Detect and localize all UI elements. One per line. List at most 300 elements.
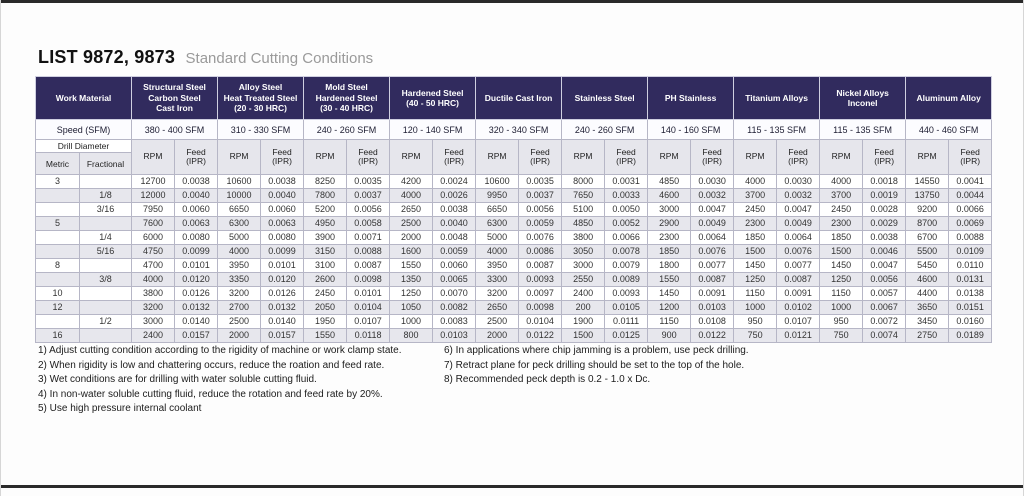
rpm-value: 1000 [734, 301, 777, 315]
feed-value: 0.0121 [777, 329, 820, 343]
metric-cell: 12 [36, 301, 80, 315]
rpm-value: 7950 [132, 203, 175, 217]
feed-header: Feed (IPR) [347, 140, 390, 175]
rpm-value: 3100 [304, 259, 347, 273]
feed-value: 0.0077 [691, 259, 734, 273]
metric-cell: 5 [36, 217, 80, 231]
speed-value: 240 - 260 SFM [304, 120, 390, 140]
rpm-value: 1250 [734, 273, 777, 287]
rpm-value: 4950 [304, 217, 347, 231]
rpm-value: 3900 [304, 231, 347, 245]
rpm-value: 1450 [820, 259, 863, 273]
rpm-value: 7600 [132, 217, 175, 231]
rpm-value: 3200 [132, 301, 175, 315]
fractional-cell [80, 259, 132, 273]
speed-value: 140 - 160 SFM [648, 120, 734, 140]
speed-value: 240 - 260 SFM [562, 120, 648, 140]
feed-value: 0.0091 [777, 287, 820, 301]
feed-value: 0.0080 [175, 231, 218, 245]
metric-cell [36, 315, 80, 329]
feed-value: 0.0064 [777, 231, 820, 245]
rpm-value: 4700 [132, 259, 175, 273]
rpm-value: 3300 [476, 273, 519, 287]
feed-value: 0.0041 [949, 175, 992, 189]
feed-value: 0.0038 [863, 231, 906, 245]
feed-value: 0.0110 [949, 259, 992, 273]
speed-value: 115 - 135 SFM [820, 120, 906, 140]
feed-value: 0.0066 [605, 231, 648, 245]
feed-value: 0.0109 [949, 245, 992, 259]
speed-value: 380 - 400 SFM [132, 120, 218, 140]
feed-value: 0.0107 [777, 315, 820, 329]
feed-value: 0.0076 [777, 245, 820, 259]
feed-value: 0.0048 [433, 231, 476, 245]
feed-value: 0.0032 [777, 189, 820, 203]
feed-value: 0.0052 [605, 217, 648, 231]
footnotes-left [38, 344, 402, 417]
rpm-value: 1000 [820, 301, 863, 315]
feed-value: 0.0063 [261, 217, 304, 231]
rpm-value: 6650 [218, 203, 261, 217]
feed-value: 0.0037 [347, 189, 390, 203]
rpm-value: 2000 [476, 329, 519, 343]
metric-header: Metric [36, 153, 80, 175]
rpm-value: 2500 [390, 217, 433, 231]
feed-value: 0.0065 [433, 273, 476, 287]
rpm-value: 3950 [476, 259, 519, 273]
feed-header: Feed (IPR) [777, 140, 820, 175]
rpm-value: 1500 [734, 245, 777, 259]
rpm-value: 3450 [906, 315, 949, 329]
feed-value: 0.0083 [433, 315, 476, 329]
material-header: Nickel Alloys Inconel [820, 77, 906, 120]
rpm-header: RPM [390, 140, 433, 175]
feed-value: 0.0032 [691, 189, 734, 203]
rpm-value: 7650 [562, 189, 605, 203]
rpm-value: 4600 [906, 273, 949, 287]
feed-value: 0.0040 [261, 189, 304, 203]
feed-value: 0.0099 [261, 245, 304, 259]
page-top-rule [1, 0, 1024, 3]
cutting-conditions-table [35, 76, 992, 343]
feed-value: 0.0026 [433, 189, 476, 203]
feed-value: 0.0189 [949, 329, 992, 343]
rpm-value: 4000 [132, 273, 175, 287]
table-row [36, 301, 992, 315]
feed-value: 0.0049 [777, 217, 820, 231]
metric-cell: 3 [36, 175, 80, 189]
feed-value: 0.0087 [347, 259, 390, 273]
rpm-value: 3650 [906, 301, 949, 315]
rpm-value: 3150 [304, 245, 347, 259]
feed-value: 0.0157 [261, 329, 304, 343]
footnote: 1) Adjust cutting condition according to the rigidity of machine or work clamp state. [38, 345, 402, 356]
rpm-value: 1200 [648, 301, 691, 315]
rpm-value: 1900 [562, 315, 605, 329]
feed-header: Feed (IPR) [605, 140, 648, 175]
rpm-value: 14550 [906, 175, 949, 189]
feed-value: 0.0103 [433, 329, 476, 343]
feed-value: 0.0079 [605, 259, 648, 273]
metric-cell [36, 189, 80, 203]
rpm-header: RPM [218, 140, 261, 175]
rpm-value: 1950 [304, 315, 347, 329]
feed-value: 0.0122 [691, 329, 734, 343]
feed-value: 0.0033 [605, 189, 648, 203]
feed-value: 0.0093 [605, 287, 648, 301]
feed-value: 0.0018 [863, 175, 906, 189]
rpm-value: 4000 [390, 189, 433, 203]
rpm-value: 4850 [562, 217, 605, 231]
feed-value: 0.0131 [949, 273, 992, 287]
feed-value: 0.0060 [175, 203, 218, 217]
feed-value: 0.0046 [863, 245, 906, 259]
list-number: LIST 9872, 9873 [38, 47, 176, 67]
feed-value: 0.0037 [519, 189, 562, 203]
rpm-value: 1150 [648, 315, 691, 329]
feed-value: 0.0063 [175, 217, 218, 231]
rpm-value: 2500 [476, 315, 519, 329]
rpm-value: 2400 [562, 287, 605, 301]
rpm-value: 3050 [562, 245, 605, 259]
metric-cell: 16 [36, 329, 80, 343]
feed-header: Feed (IPR) [691, 140, 734, 175]
feed-value: 0.0120 [175, 273, 218, 287]
feed-value: 0.0101 [175, 259, 218, 273]
footnote: 2) When rigidity is low and chattering occurs, reduce the roation and feed rate. [38, 359, 385, 371]
feed-value: 0.0029 [863, 217, 906, 231]
rpm-value: 2600 [304, 273, 347, 287]
rpm-value: 4850 [648, 175, 691, 189]
table-row [36, 245, 992, 259]
rpm-value: 1150 [820, 287, 863, 301]
rpm-value: 2750 [906, 329, 949, 343]
rpm-value: 1250 [820, 273, 863, 287]
feed-value: 0.0072 [863, 315, 906, 329]
rpm-value: 750 [820, 329, 863, 343]
table-row [36, 329, 992, 343]
footnote: 6) In applications where chip jamming is a problem, use peck drilling. [444, 345, 749, 356]
feed-value: 0.0108 [691, 315, 734, 329]
fractional-cell: 1/4 [80, 231, 132, 245]
rpm-value: 2450 [820, 203, 863, 217]
rpm-value: 1350 [390, 273, 433, 287]
feed-value: 0.0035 [347, 175, 390, 189]
rpm-value: 3000 [648, 203, 691, 217]
rpm-value: 4750 [132, 245, 175, 259]
feed-value: 0.0064 [691, 231, 734, 245]
feed-value: 0.0024 [433, 175, 476, 189]
rpm-value: 5450 [906, 259, 949, 273]
feed-value: 0.0097 [519, 287, 562, 301]
rpm-value: 5500 [906, 245, 949, 259]
feed-value: 0.0044 [949, 189, 992, 203]
feed-value: 0.0056 [519, 203, 562, 217]
fractional-cell [80, 301, 132, 315]
feed-value: 0.0087 [519, 259, 562, 273]
feed-value: 0.0038 [175, 175, 218, 189]
rpm-value: 1550 [304, 329, 347, 343]
rpm-value: 950 [820, 315, 863, 329]
feed-value: 0.0060 [261, 203, 304, 217]
footnotes-right [444, 344, 749, 388]
feed-value: 0.0099 [175, 245, 218, 259]
rpm-value: 1550 [390, 259, 433, 273]
page-title [38, 47, 373, 68]
rpm-value: 2400 [132, 329, 175, 343]
rpm-value: 3000 [132, 315, 175, 329]
feed-value: 0.0088 [949, 231, 992, 245]
rpm-header: RPM [132, 140, 175, 175]
feed-value: 0.0035 [519, 175, 562, 189]
rpm-value: 3200 [218, 287, 261, 301]
table-row [36, 175, 992, 189]
feed-header: Feed (IPR) [949, 140, 992, 175]
material-header: Stainless Steel [562, 77, 648, 120]
feed-value: 0.0105 [605, 301, 648, 315]
footnote: 3) Wet conditions are for drilling with water soluble cutting fluid. [38, 374, 317, 386]
feed-header: Feed (IPR) [175, 140, 218, 175]
feed-value: 0.0140 [175, 315, 218, 329]
feed-value: 0.0088 [347, 245, 390, 259]
rpm-value: 900 [648, 329, 691, 343]
rpm-value: 5000 [476, 231, 519, 245]
feed-value: 0.0049 [691, 217, 734, 231]
feed-value: 0.0138 [949, 287, 992, 301]
rpm-value: 1850 [820, 231, 863, 245]
metric-cell: 10 [36, 287, 80, 301]
rpm-value: 1050 [390, 301, 433, 315]
feed-value: 0.0132 [175, 301, 218, 315]
fractional-cell: 1/2 [80, 315, 132, 329]
drill-diameter-label: Drill Diameter [36, 140, 132, 153]
metric-cell [36, 273, 80, 287]
rpm-value: 1000 [390, 315, 433, 329]
feed-value: 0.0104 [347, 301, 390, 315]
metric-cell [36, 245, 80, 259]
feed-value: 0.0059 [433, 245, 476, 259]
rpm-value: 2700 [218, 301, 261, 315]
rpm-value: 4000 [820, 175, 863, 189]
rpm-value: 3350 [218, 273, 261, 287]
fractional-cell [80, 287, 132, 301]
table-row [36, 315, 992, 329]
rpm-value: 3700 [734, 189, 777, 203]
rpm-value: 4000 [218, 245, 261, 259]
feed-value: 0.0030 [777, 175, 820, 189]
material-header: Aluminum Alloy [906, 77, 992, 120]
rpm-value: 10000 [218, 189, 261, 203]
rpm-header: RPM [648, 140, 691, 175]
speed-value: 440 - 460 SFM [906, 120, 992, 140]
feed-value: 0.0076 [519, 231, 562, 245]
speed-label: Speed (SFM) [36, 120, 132, 140]
rpm-header: RPM [820, 140, 863, 175]
feed-value: 0.0067 [863, 301, 906, 315]
rpm-value: 1800 [648, 259, 691, 273]
rpm-value: 2500 [218, 315, 261, 329]
feed-value: 0.0070 [433, 287, 476, 301]
rpm-value: 8700 [906, 217, 949, 231]
feed-header: Feed (IPR) [261, 140, 304, 175]
rpm-value: 2300 [648, 231, 691, 245]
rpm-value: 8000 [562, 175, 605, 189]
material-header: Mold Steel Hardened Steel (30 - 40 HRC) [304, 77, 390, 120]
feed-value: 0.0160 [949, 315, 992, 329]
footnote: 7) Retract plane for peck drilling should be set to the top of the hole. [444, 359, 745, 371]
material-header: PH Stainless [648, 77, 734, 120]
rpm-header: RPM [906, 140, 949, 175]
rpm-value: 1850 [734, 231, 777, 245]
footnote: 8) Recommended peck depth is 0.2 - 1.0 x Dc. [444, 374, 651, 386]
feed-header: Feed (IPR) [433, 140, 476, 175]
feed-value: 0.0057 [863, 287, 906, 301]
feed-value: 0.0125 [605, 329, 648, 343]
rpm-value: 12000 [132, 189, 175, 203]
rpm-value: 6300 [218, 217, 261, 231]
table-row [36, 273, 992, 287]
feed-value: 0.0078 [605, 245, 648, 259]
rpm-value: 10600 [476, 175, 519, 189]
feed-value: 0.0047 [863, 259, 906, 273]
rpm-value: 9950 [476, 189, 519, 203]
rpm-value: 2450 [304, 287, 347, 301]
rpm-value: 1150 [734, 287, 777, 301]
rpm-value: 2000 [218, 329, 261, 343]
feed-value: 0.0080 [261, 231, 304, 245]
feed-value: 0.0031 [605, 175, 648, 189]
table-row [36, 287, 992, 301]
feed-value: 0.0111 [605, 315, 648, 329]
rpm-value: 10600 [218, 175, 261, 189]
feed-value: 0.0122 [519, 329, 562, 343]
table-row [36, 189, 992, 203]
feed-value: 0.0030 [691, 175, 734, 189]
table-row [36, 217, 992, 231]
feed-value: 0.0087 [777, 273, 820, 287]
feed-value: 0.0056 [863, 273, 906, 287]
rpm-value: 1500 [562, 329, 605, 343]
feed-value: 0.0091 [691, 287, 734, 301]
feed-value: 0.0019 [863, 189, 906, 203]
rpm-value: 200 [562, 301, 605, 315]
rpm-value: 2300 [734, 217, 777, 231]
rpm-value: 4000 [734, 175, 777, 189]
feed-value: 0.0069 [949, 217, 992, 231]
feed-value: 0.0126 [261, 287, 304, 301]
feed-value: 0.0047 [691, 203, 734, 217]
fractional-header: Fractional [80, 153, 132, 175]
feed-value: 0.0157 [175, 329, 218, 343]
rpm-value: 1250 [390, 287, 433, 301]
feed-value: 0.0056 [347, 203, 390, 217]
feed-value: 0.0101 [347, 287, 390, 301]
material-header: Hardened Steel (40 - 50 HRC) [390, 77, 476, 120]
fractional-cell [80, 175, 132, 189]
rpm-value: 3800 [132, 287, 175, 301]
fractional-cell: 3/16 [80, 203, 132, 217]
feed-value: 0.0103 [691, 301, 734, 315]
rpm-value: 4000 [476, 245, 519, 259]
feed-value: 0.0076 [691, 245, 734, 259]
metric-cell [36, 203, 80, 217]
feed-value: 0.0098 [519, 301, 562, 315]
rpm-value: 3950 [218, 259, 261, 273]
feed-value: 0.0066 [949, 203, 992, 217]
rpm-header: RPM [562, 140, 605, 175]
feed-value: 0.0087 [691, 273, 734, 287]
speed-value: 320 - 340 SFM [476, 120, 562, 140]
fractional-cell [80, 217, 132, 231]
rpm-value: 750 [734, 329, 777, 343]
fractional-cell: 1/8 [80, 189, 132, 203]
rpm-value: 13750 [906, 189, 949, 203]
feed-value: 0.0040 [433, 217, 476, 231]
feed-value: 0.0104 [519, 315, 562, 329]
rpm-value: 2900 [648, 217, 691, 231]
footnote: 4) In non-water soluble cutting fluid, reduce the rotation and feed rate by 20%. [38, 388, 383, 400]
table-row [36, 203, 992, 217]
rpm-value: 800 [390, 329, 433, 343]
rpm-value: 950 [734, 315, 777, 329]
speed-value: 115 - 135 SFM [734, 120, 820, 140]
rpm-header: RPM [476, 140, 519, 175]
feed-value: 0.0071 [347, 231, 390, 245]
feed-value: 0.0098 [347, 273, 390, 287]
feed-value: 0.0028 [863, 203, 906, 217]
rpm-value: 3000 [562, 259, 605, 273]
title-subtitle: Standard Cutting Conditions [185, 50, 374, 67]
rpm-value: 4400 [906, 287, 949, 301]
feed-value: 0.0038 [433, 203, 476, 217]
cutting-conditions-table-wrap [35, 76, 992, 343]
feed-value: 0.0101 [261, 259, 304, 273]
feed-header: Feed (IPR) [519, 140, 562, 175]
rpm-value: 1450 [734, 259, 777, 273]
feed-value: 0.0050 [605, 203, 648, 217]
material-header: Titanium Alloys [734, 77, 820, 120]
feed-value: 0.0107 [347, 315, 390, 329]
rpm-value: 6650 [476, 203, 519, 217]
rpm-value: 7800 [304, 189, 347, 203]
material-header: Alloy Steel Heat Treated Steel (20 - 30 HRC) [218, 77, 304, 120]
metric-cell: 8 [36, 259, 80, 273]
footnote: 5) Use high pressure internal coolant [38, 403, 202, 415]
feed-value: 0.0074 [863, 329, 906, 343]
feed-value: 0.0093 [519, 273, 562, 287]
rpm-value: 2050 [304, 301, 347, 315]
rpm-value: 2650 [390, 203, 433, 217]
feed-value: 0.0038 [261, 175, 304, 189]
work-material-header: Work Material [36, 77, 132, 120]
rpm-value: 1450 [648, 287, 691, 301]
metric-cell [36, 231, 80, 245]
feed-value: 0.0118 [347, 329, 390, 343]
table-row [36, 259, 992, 273]
feed-value: 0.0140 [261, 315, 304, 329]
rpm-value: 8250 [304, 175, 347, 189]
rpm-value: 3200 [476, 287, 519, 301]
feed-value: 0.0102 [777, 301, 820, 315]
rpm-value: 2300 [820, 217, 863, 231]
speed-value: 120 - 140 SFM [390, 120, 476, 140]
page-bottom-rule [1, 485, 1024, 488]
material-header: Structural Steel Carbon Steel Cast Iron [132, 77, 218, 120]
table-row [36, 231, 992, 245]
feed-value: 0.0086 [519, 245, 562, 259]
feed-value: 0.0151 [949, 301, 992, 315]
rpm-header: RPM [734, 140, 777, 175]
